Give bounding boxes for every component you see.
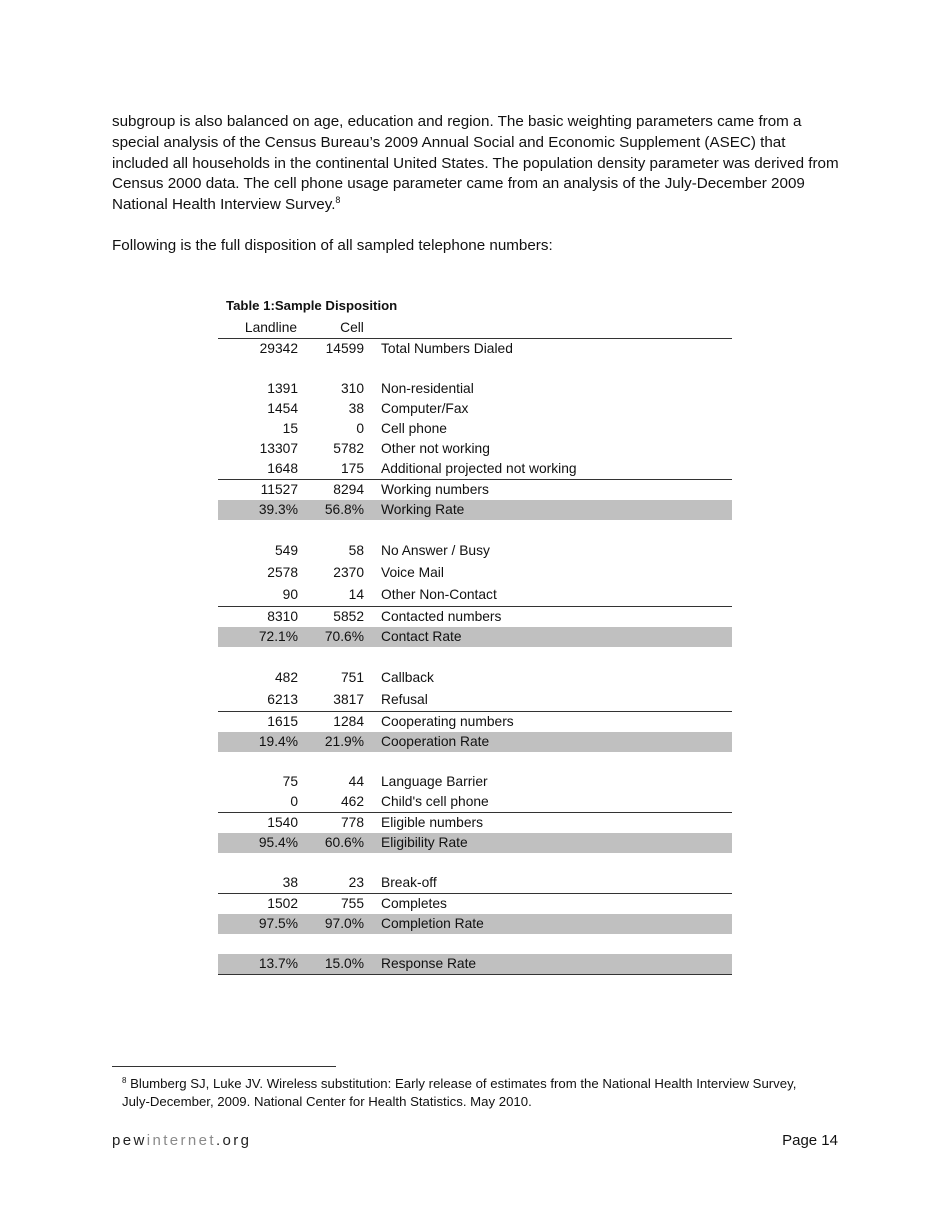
disposition-label: Response Rate [381,956,477,971]
disposition-label: Cell phone [381,421,447,436]
table-row [218,712,732,732]
table-row [218,562,732,584]
cell-value: 5852 [333,609,364,624]
landline-value: 0 [290,794,298,809]
cell-value: 462 [340,794,364,809]
table-row [218,627,732,647]
paragraph-text: subgroup is also balanced on age, education and region. The basic weighting parameters came from a special analysis of the Census Bureau’s 2009 Annual Social and Economic Supplement (ASEC) that included all households in the continental United States. The population density parameter was derived from Census 2000 data. The cell phone usage parameter came from an analysis of the July-December 2009 National Health Interview Survey. [112,113,839,214]
table-row [218,833,732,853]
disposition-label: Child's cell phone [381,794,489,809]
landline-value: 15 [282,421,298,436]
disposition-label: Completion Rate [381,916,484,931]
table-row [218,792,732,813]
disposition-label: Voice Mail [381,565,444,580]
table-spacer [218,520,732,540]
table-row [218,607,732,627]
table-spacer [218,647,732,667]
landline-value: 95.4% [258,835,298,850]
cell-value: 14599 [325,341,364,356]
table-row [218,419,732,439]
table-row [218,772,732,792]
disposition-label: No Answer / Busy [381,543,490,558]
table-row [218,813,732,833]
table-row [218,459,732,480]
table-body [218,339,732,975]
footnote-text: Blumberg SJ, Luke JV. Wireless substitution: Early release of estimates from the National Health Interview Survey, July-December, 2009. National Center for Health Statistics. May 2010. [122,1076,797,1109]
site-name-part3: .org [215,1132,252,1149]
table-spacer [218,752,732,772]
table-header-row [218,318,732,339]
disposition-label: Callback [381,670,434,685]
footnote-number: 8 [122,1076,127,1085]
cell-value: 97.0% [324,916,364,931]
cell-value: 310 [340,381,364,396]
landline-value: 8310 [267,609,298,624]
landline-value: 72.1% [258,629,298,644]
table-title: Table 1:Sample Disposition [226,298,398,313]
disposition-label: Contact Rate [381,629,462,644]
table-spacer [218,934,732,954]
landline-value: 75 [282,774,298,789]
landline-value: 29342 [259,341,298,356]
cell-value: 38 [348,401,364,416]
landline-value: 39.3% [258,502,298,517]
landline-value: 1648 [267,461,298,476]
table-row [218,667,732,689]
cell-value: 70.6% [324,629,364,644]
landline-value: 38 [282,875,298,890]
table-row [218,689,732,712]
disposition-label: Language Barrier [381,774,488,789]
cell-value: 8294 [333,482,364,497]
table-row [218,339,732,359]
landline-value: 11527 [260,482,298,497]
cell-value: 751 [340,670,364,685]
cell-value: 0 [356,421,364,436]
disposition-label: Total Numbers Dialed [381,341,513,356]
sample-disposition-table [218,296,732,975]
table-row [218,873,732,894]
landline-value: 549 [274,543,298,558]
cell-value: 60.6% [324,835,364,850]
cell-value: 58 [348,543,364,558]
landline-value: 1615 [267,714,298,729]
site-name-part2: internet [146,1132,216,1149]
cell-value: 2370 [333,565,364,580]
table-row [218,500,732,520]
landline-value: 13307 [259,441,298,456]
landline-value: 97.5% [258,916,298,931]
disposition-label: Cooperation Rate [381,734,490,749]
table-row [218,914,732,934]
footnote [122,1075,822,1110]
disposition-label: Break-off [381,875,437,890]
table-row [218,894,732,914]
cell-value: 21.9% [324,734,364,749]
cell-value: 5782 [333,441,364,456]
page-number: Page 14 [782,1132,838,1149]
table-row [218,399,732,419]
table-row [218,584,732,607]
table-row [218,439,732,459]
cell-value: 755 [340,896,364,911]
body-paragraph-intro: Following is the full disposition of all sampled telephone numbers: [112,237,553,254]
body-paragraph-weighting [112,112,842,216]
disposition-label: Additional projected not working [381,461,577,476]
site-logo[interactable] [112,1132,251,1149]
landline-value: 1540 [267,815,298,830]
landline-value: 19.4% [258,734,298,749]
table-row [218,480,732,500]
disposition-label: Completes [381,896,447,911]
cell-value: 23 [348,875,364,890]
cell-value: 14 [348,587,364,602]
disposition-label: Cooperating numbers [381,714,514,729]
disposition-label: Other not working [381,441,490,456]
disposition-label: Working Rate [381,502,465,517]
cell-value: 56.8% [324,502,364,517]
landline-value: 13.7% [258,956,298,971]
disposition-label: Refusal [381,692,428,707]
disposition-label: Computer/Fax [381,401,469,416]
footnote-divider [112,1066,336,1067]
cell-value: 44 [348,774,364,789]
table-row [218,732,732,752]
cell-value: 175 [340,461,364,476]
landline-value: 1454 [267,401,298,416]
header-landline: Landline [244,320,298,335]
table-row [218,540,732,562]
disposition-label: Other Non-Contact [381,587,497,602]
disposition-label: Eligibility Rate [381,835,468,850]
header-cell: Cell [340,320,364,335]
cell-value: 3817 [333,692,364,707]
table-row [218,379,732,399]
table-spacer [218,359,732,379]
cell-value: 1284 [333,714,364,729]
landline-value: 2578 [267,565,298,580]
landline-value: 1502 [267,896,298,911]
landline-value: 6213 [267,692,298,707]
cell-value: 15.0% [324,956,364,971]
footnote-reference[interactable]: 8 [335,195,341,206]
site-name-part1: pew [112,1132,147,1149]
landline-value: 1391 [267,381,298,396]
table-row [218,954,732,975]
disposition-label: Non-residential [381,381,474,396]
disposition-label: Working numbers [381,482,489,497]
disposition-label: Eligible numbers [381,815,483,830]
cell-value: 778 [340,815,364,830]
table-spacer [218,853,732,873]
landline-value: 482 [274,670,298,685]
disposition-label: Contacted numbers [381,609,502,624]
landline-value: 90 [282,587,298,602]
